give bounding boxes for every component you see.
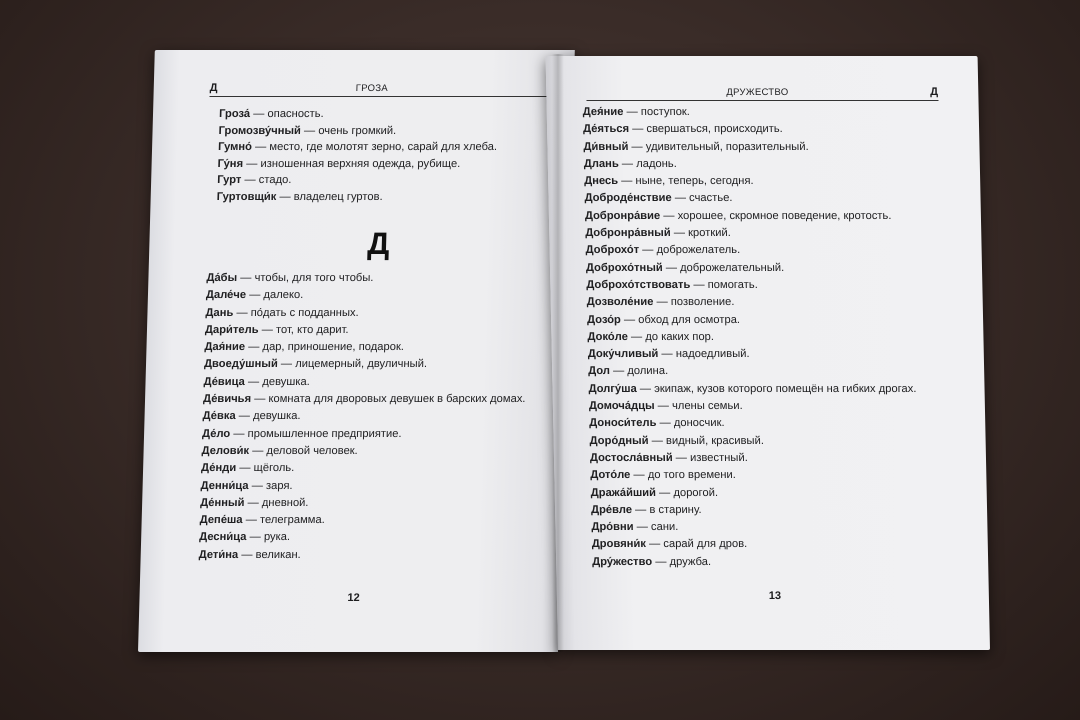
entry-definition: — доброжелатель. xyxy=(639,244,741,257)
entry-definition: — дар, приношение, подарок. xyxy=(244,341,405,354)
entry-definition: — помогать. xyxy=(690,278,758,291)
entry-definition: — телеграмма. xyxy=(242,514,325,527)
entry-definition: — опасность. xyxy=(249,108,324,120)
entry-headword: Двоеду́шный xyxy=(203,358,278,371)
dictionary-entry xyxy=(589,415,917,432)
dictionary-entry xyxy=(198,547,521,564)
entry-definition: — долина. xyxy=(609,365,669,378)
dictionary-entry xyxy=(218,123,497,140)
entry-definition: — свершаться, происходить. xyxy=(628,123,783,136)
left-page xyxy=(138,50,575,652)
dictionary-entry xyxy=(201,443,524,460)
entry-headword: Де́нный xyxy=(199,496,245,509)
entry-definition: — дорогой. xyxy=(655,486,719,499)
entry-definition: — надоедливый. xyxy=(658,348,750,361)
dictionary-entry xyxy=(205,305,528,322)
dictionary-entry xyxy=(216,189,495,206)
entry-headword: Гурт xyxy=(217,174,242,186)
entry-headword: Ди́вный xyxy=(583,140,629,153)
entry-headword: Де́вица xyxy=(203,375,246,388)
entry-definition: — тот, кто дарит. xyxy=(258,323,349,336)
entry-headword: Дозо́р xyxy=(586,313,621,326)
entry-headword: Гроза́ xyxy=(218,108,251,120)
entry-definition: — поступок. xyxy=(623,106,690,118)
dictionary-entry xyxy=(588,381,916,398)
running-head-letter: Д xyxy=(930,86,939,98)
dictionary-entry xyxy=(585,225,913,242)
entry-definition: — щёголь. xyxy=(236,462,295,475)
entry-headword: Гумно́ xyxy=(217,141,253,153)
entry-headword: Депе́ша xyxy=(199,514,243,527)
entry-definition: — очень громкий. xyxy=(300,124,397,137)
entry-definition: — члены семьи. xyxy=(654,400,743,413)
dictionary-entry xyxy=(591,519,919,536)
dictionary-entry xyxy=(591,502,919,519)
entry-list-continued xyxy=(216,106,498,205)
dictionary-entry xyxy=(591,485,919,502)
dictionary-entry xyxy=(587,312,915,329)
entry-definition: — стадо. xyxy=(241,174,292,186)
entry-definition: — экипаж, кузов которого помещён на гибких дрогах. xyxy=(636,382,917,395)
entry-headword: Достосла́вный xyxy=(589,451,673,464)
entry-definition: — кроткий. xyxy=(670,227,731,240)
dictionary-entry xyxy=(206,287,529,304)
entry-definition: — промышленное предприятие. xyxy=(230,427,402,440)
dictionary-entry xyxy=(589,433,917,450)
dictionary-entry xyxy=(585,208,913,225)
dictionary-entry xyxy=(588,346,916,363)
entry-headword: Дровяни́к xyxy=(591,538,647,551)
dictionary-entry xyxy=(590,450,918,467)
dictionary-entry xyxy=(583,121,911,138)
dictionary-entry xyxy=(203,374,526,391)
entry-definition: — чтобы, для того чтобы. xyxy=(236,272,374,284)
dictionary-entry xyxy=(587,294,915,311)
dictionary-entry xyxy=(205,322,528,339)
entry-headword: Дале́че xyxy=(205,289,247,302)
entry-definition: — доброжелательный. xyxy=(662,261,785,274)
dictionary-entry xyxy=(219,106,498,123)
entry-definition: — обход для осмотра. xyxy=(620,313,741,326)
dictionary-entry xyxy=(199,529,522,546)
entry-headword: Днесь xyxy=(584,175,619,188)
entry-headword: Дая́ние xyxy=(204,341,246,354)
entry-headword: Добронра́вие xyxy=(584,209,661,222)
entry-headword: Доброхо́т xyxy=(585,244,640,257)
dictionary-entry xyxy=(200,495,523,512)
entry-definition: — в старину. xyxy=(631,503,702,516)
entry-headword: Дея́ние xyxy=(582,106,624,118)
dictionary-entry xyxy=(588,363,916,380)
entry-definition: — рука. xyxy=(246,531,291,544)
entry-headword: Да́бы xyxy=(206,272,238,284)
entry-headword: Денни́ца xyxy=(200,479,249,492)
running-head-word: ДРУЖЕСТВО xyxy=(726,87,789,98)
dictionary-entry xyxy=(202,426,525,443)
dictionary-entry xyxy=(589,398,917,415)
entry-definition: — дневной. xyxy=(244,496,309,509)
entry-headword: Дро́вни xyxy=(591,521,634,534)
entry-definition: — хорошее, скромное поведение, кротость. xyxy=(660,209,892,222)
dictionary-entry xyxy=(201,460,524,477)
entry-definition: — владелец гуртов. xyxy=(276,190,383,203)
entry-definition: — великан. xyxy=(238,548,301,561)
entry-definition: — комната для дворовых девушек в барских домах. xyxy=(250,393,526,406)
running-head-left xyxy=(210,80,554,97)
dictionary-entry xyxy=(583,104,911,121)
entry-headword: Де́яться xyxy=(582,123,630,136)
entry-definition: — по́дать с подданных. xyxy=(233,306,359,319)
entry-definition: — изношенная верхняя одежда, рубище. xyxy=(242,157,461,170)
dictionary-entry xyxy=(206,270,529,287)
entry-definition: — деловой человек. xyxy=(248,444,358,457)
running-head-word: ГРОЗА xyxy=(355,83,389,94)
entry-headword: Десни́ца xyxy=(199,531,247,544)
dictionary-entry xyxy=(202,408,525,425)
entry-definition: — лицемерный, двуличный. xyxy=(277,358,428,371)
entry-headword: Громозву́чный xyxy=(218,124,302,137)
dictionary-entry xyxy=(592,536,920,553)
dictionary-entry xyxy=(217,156,496,173)
entry-headword: Дру́жество xyxy=(592,555,653,568)
entry-definition: — девушка. xyxy=(244,375,310,388)
dictionary-entry xyxy=(585,242,913,259)
entry-definition: — девушка. xyxy=(235,410,301,423)
entry-headword: Дети́на xyxy=(198,548,239,561)
entry-headword: Доброде́нствие xyxy=(584,192,672,205)
entry-definition: — до того времени. xyxy=(630,469,736,482)
entry-headword: Гу́ня xyxy=(217,157,244,170)
entry-headword: Домоча́дцы xyxy=(588,400,655,413)
entry-definition: — сарай для дров. xyxy=(645,538,748,551)
page-number-right: 13 xyxy=(768,590,782,602)
running-head-letter: Д xyxy=(209,82,219,94)
dictionary-entry xyxy=(584,190,912,207)
entry-definition: — видный, красивый. xyxy=(648,434,764,447)
entry-headword: Длань xyxy=(583,157,619,170)
entry-definition: — удивительный, поразительный. xyxy=(628,140,809,153)
dictionary-entry xyxy=(203,391,526,408)
dictionary-entry xyxy=(584,173,912,190)
page-number-left: 12 xyxy=(347,592,360,604)
entry-headword: Доброхо́тствовать xyxy=(586,278,691,291)
entry-headword: Добронра́вный xyxy=(585,227,671,240)
entry-list-right xyxy=(583,104,921,571)
entry-headword: Дань xyxy=(205,306,234,319)
entry-headword: Дража́йший xyxy=(590,486,657,499)
entry-definition: — позволение. xyxy=(653,296,735,309)
entry-definition: — известный. xyxy=(672,451,748,464)
dictionary-entry xyxy=(204,339,527,356)
dictionary-entry xyxy=(586,260,914,277)
entry-headword: Де́вка xyxy=(202,410,236,423)
dictionary-entry xyxy=(199,512,522,529)
entry-definition: — заря. xyxy=(248,479,293,492)
entry-headword: Долгу́ша xyxy=(588,382,637,395)
entry-list-d xyxy=(198,270,529,564)
dictionary-entry xyxy=(586,277,914,294)
dictionary-entry xyxy=(200,478,523,495)
entry-definition: — ныне, теперь, сегодня. xyxy=(617,175,754,188)
entry-definition: — дружба. xyxy=(652,555,712,568)
dictionary-entry xyxy=(217,172,496,189)
dictionary-entry xyxy=(587,329,915,346)
entry-headword: Де́ло xyxy=(201,427,231,440)
entry-definition: — место, где молотят зерно, сарай для хлеба. xyxy=(251,141,498,153)
entry-headword: Делови́к xyxy=(201,444,250,457)
dictionary-entry xyxy=(592,554,920,571)
entry-definition: — доносчик. xyxy=(656,417,725,430)
entry-definition: — сани. xyxy=(633,521,679,534)
entry-definition: — ладонь. xyxy=(618,157,677,170)
dictionary-entry xyxy=(590,467,918,484)
entry-definition: — счастье. xyxy=(671,192,733,205)
entry-headword: Доку́чливый xyxy=(587,348,659,361)
entry-headword: Дол xyxy=(588,365,611,378)
running-head-right xyxy=(586,84,938,101)
dictionary-entry xyxy=(218,139,497,156)
entry-headword: Дари́тель xyxy=(204,323,259,336)
entry-headword: Доко́ле xyxy=(587,330,628,343)
entry-headword: Доноси́тель xyxy=(589,417,657,430)
entry-headword: Дозволе́ние xyxy=(586,296,654,309)
dictionary-entry xyxy=(204,356,527,373)
entry-definition: — до каких пор. xyxy=(627,330,715,343)
entry-headword: Де́нди xyxy=(200,462,237,475)
right-page xyxy=(546,56,990,650)
dictionary-entry xyxy=(583,139,911,156)
section-letter-heading: Д xyxy=(366,226,390,261)
entry-headword: Дото́ле xyxy=(590,469,631,482)
entry-definition: — далеко. xyxy=(245,289,304,302)
entry-headword: Доро́дный xyxy=(589,434,649,447)
entry-headword: Де́вичья xyxy=(202,393,252,406)
entry-headword: Доброхо́тный xyxy=(585,261,663,274)
entry-headword: Дре́вле xyxy=(590,503,633,516)
dictionary-entry xyxy=(584,156,912,173)
entry-headword: Гуртовщи́к xyxy=(216,190,277,203)
